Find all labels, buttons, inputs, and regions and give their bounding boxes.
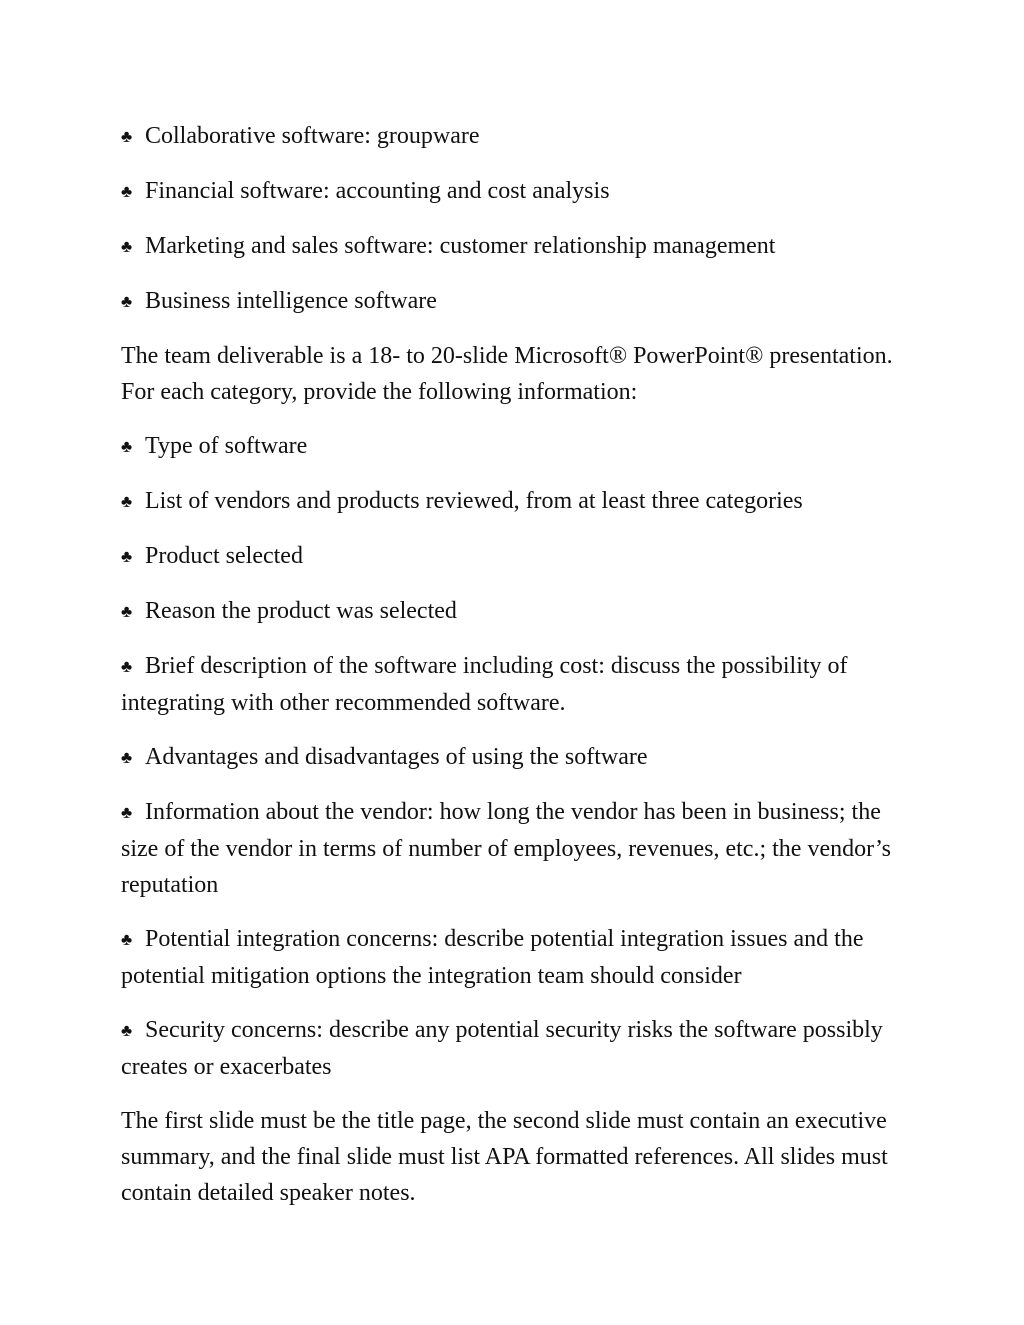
bullet-item	[121, 283, 911, 320]
bullet-text: Product selected	[145, 543, 303, 569]
bullet-text: Advantages and disadvantages of using the software	[145, 744, 648, 770]
club-bullet-icon: ♣	[121, 492, 133, 511]
body-paragraph: The first slide must be the title page, the second slide must contain an executive summary, and the final slide must list APA formatted references. All slides must contain detailed speaker notes.	[121, 1108, 888, 1206]
bullet-text: Security concerns: describe any potential security risks the software possibly creates or exacerbates	[121, 1017, 883, 1080]
bullet-item	[121, 228, 911, 265]
bullet-text: Financial software: accounting and cost analysis	[145, 178, 610, 204]
bullet-item	[121, 648, 911, 721]
club-bullet-icon: ♣	[121, 237, 133, 256]
bullet-item	[121, 1012, 911, 1085]
bullet-text: Marketing and sales software: customer relationship management	[145, 233, 776, 259]
bullet-text: Collaborative software: groupware	[145, 123, 480, 149]
bullet-item	[121, 538, 911, 575]
bullet-text: List of vendors and products reviewed, from at least three categories	[145, 488, 803, 514]
bullet-item	[121, 921, 911, 994]
bullet-item	[121, 593, 911, 630]
club-bullet-icon: ♣	[121, 602, 133, 621]
bullet-text: Information about the vendor: how long the vendor has been in business; the size of the vendor in terms of number of employees, revenues, etc.; the vendor’s reputation	[121, 799, 891, 898]
bullet-text: Potential integration concerns: describe potential integration issues and the potential mitigation options the integration team should consider	[121, 926, 864, 989]
club-bullet-icon: ♣	[121, 748, 133, 767]
bullet-item	[121, 118, 911, 155]
club-bullet-icon: ♣	[121, 292, 133, 311]
bullet-text: Brief description of the software including cost: discuss the possibility of integrating with other recommended software.	[121, 653, 848, 716]
bullet-text: Business intelligence software	[145, 288, 437, 314]
body-paragraph: The team deliverable is a 18- to 20-slide Microsoft® PowerPoint® presentation. For each category, provide the following information:	[121, 343, 893, 405]
club-bullet-icon: ♣	[121, 127, 133, 146]
club-bullet-icon: ♣	[121, 803, 133, 822]
bullet-item	[121, 428, 911, 465]
club-bullet-icon: ♣	[121, 437, 133, 456]
club-bullet-icon: ♣	[121, 182, 133, 201]
bullet-text: Type of software	[145, 433, 308, 459]
bullet-item	[121, 794, 911, 903]
club-bullet-icon: ♣	[121, 547, 133, 566]
club-bullet-icon: ♣	[121, 1021, 133, 1040]
document-page	[121, 118, 911, 1229]
bullet-item	[121, 739, 911, 776]
bullet-item	[121, 173, 911, 210]
club-bullet-icon: ♣	[121, 657, 133, 676]
club-bullet-icon: ♣	[121, 930, 133, 949]
bullet-text: Reason the product was selected	[145, 598, 457, 624]
bullet-item	[121, 483, 911, 520]
